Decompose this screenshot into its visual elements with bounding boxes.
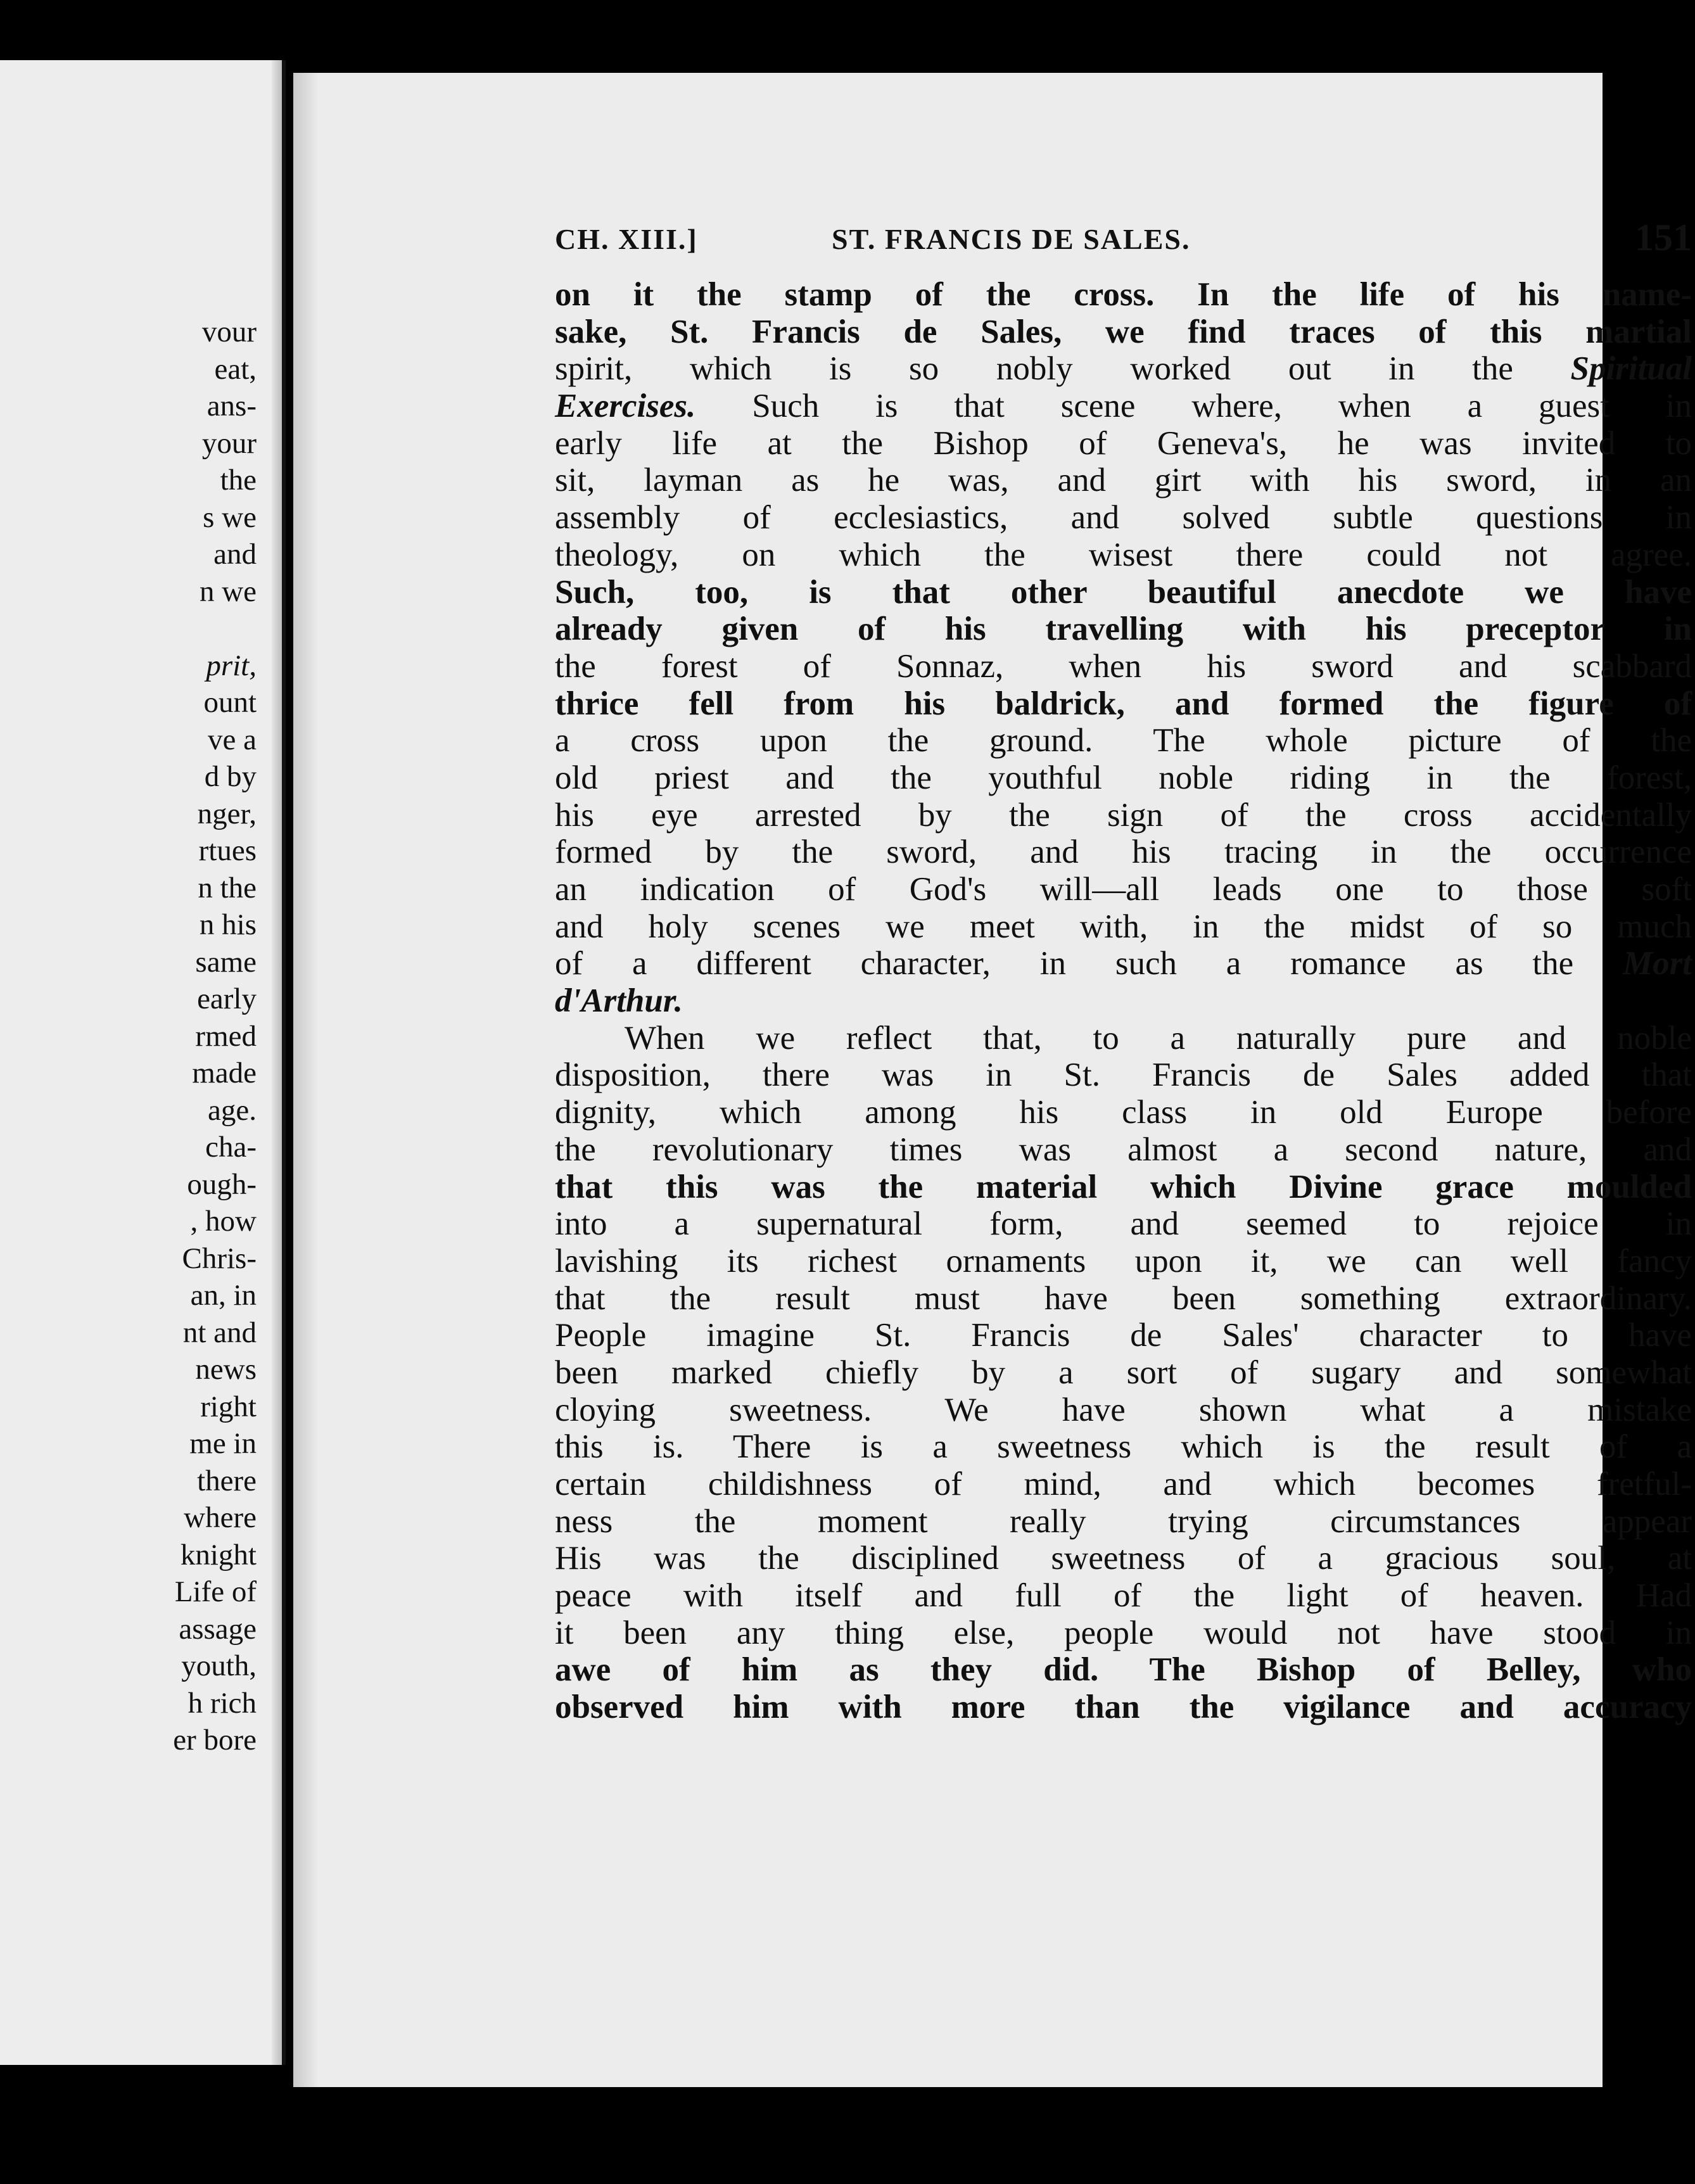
text-line: People imagine St. Francis de Sales' character to have [555, 1317, 1692, 1354]
text-line: it been any thing else, people would not have stood in [555, 1614, 1692, 1651]
previous-page-line-fragment: n his [199, 908, 257, 941]
text-line: sit, layman as he was, and girt with his sword, in an [555, 462, 1692, 499]
text-line: lavishing its richest ornaments upon it, we can well fancy [555, 1242, 1692, 1279]
previous-page-line-fragment: Life of [174, 1575, 257, 1608]
previous-page-line-fragment: s we [203, 500, 257, 534]
previous-page-line-fragment: prit, [206, 649, 257, 682]
text-line: Exercises. Such is that scene where, when a guest in [555, 388, 1692, 425]
text-line: assembly of ecclesiastics, and solved subtle questions in [555, 499, 1692, 536]
previous-page-line-fragment: nger, [197, 797, 257, 830]
text-line: and holy scenes we meet with, in the midst of so much [555, 908, 1692, 945]
running-head [555, 217, 1695, 273]
previous-page-fragment [0, 60, 286, 2065]
text-line: already given of his travelling with his preceptor in [555, 611, 1692, 648]
previous-page-line-fragment: the [220, 464, 257, 497]
previous-page-line-fragment: , how [190, 1205, 257, 1238]
text-line: observed him with more than the vigilance and accuracy [555, 1689, 1692, 1726]
text-line: of a different character, in such a romance as the Mort [555, 945, 1692, 982]
previous-page-line-fragment: ough- [187, 1167, 257, 1201]
previous-page-line-fragment: right [200, 1390, 257, 1423]
previous-page-line-fragment: ount [203, 686, 257, 719]
text-line: ness the moment really trying circumstances appear [555, 1502, 1692, 1540]
text-line: that the result must have been something extraordinary. [555, 1279, 1692, 1317]
previous-page-line-fragment: and [213, 538, 257, 571]
previous-page-line-fragment: vour [201, 315, 257, 348]
text-line: dignity, which among his class in old Europe before [555, 1094, 1692, 1131]
text-line: theology, on which the wisest there could not agree. [555, 536, 1692, 573]
previous-page-line-fragment: youth, [181, 1649, 257, 1682]
previous-page-line-fragment: me in [189, 1427, 257, 1460]
previous-page-line-fragment [3, 610, 257, 647]
previous-page-line-fragment: age. [208, 1093, 257, 1127]
previous-page-line-fragment: news [195, 1353, 257, 1386]
body-text [555, 276, 1692, 1726]
text-line: the forest of Sonnaz, when his sword and scabbard [555, 647, 1692, 685]
previous-page-line-fragment: er bore [173, 1724, 257, 1756]
text-line: his eye arrested by the sign of the cross accidentally [555, 796, 1692, 834]
previous-page-line-fragment: same [195, 945, 257, 979]
page-gutter [272, 60, 282, 2065]
text-line: old priest and the youthful noble riding in the forest, [555, 759, 1692, 796]
text-line: been marked chiefly by a sort of sugary and somewhat [555, 1354, 1692, 1391]
text-line: spirit, which is so nobly worked out in the Spiritual [555, 350, 1692, 388]
text-line: a cross upon the ground. The whole picture of the [555, 722, 1692, 759]
text-line: formed by the sword, and his tracing in the occurrence [555, 834, 1692, 871]
running-title: ST. FRANCIS DE SALES. [832, 223, 1191, 255]
text-line: the revolutionary times was almost a second nature, and [555, 1131, 1692, 1168]
text-line: When we reflect that, to a naturally pure and noble [625, 1019, 1692, 1057]
italic-mort: Mort [1623, 945, 1692, 982]
previous-page-line-fragment: h rich [187, 1686, 257, 1720]
text-line: an indication of God's will—all leads one to those soft [555, 871, 1692, 908]
previous-page-line-fragment: rtues [198, 834, 257, 867]
text-line: d'Arthur. [555, 982, 683, 1020]
previous-page-line-fragment: ve a [208, 723, 257, 756]
text-line: this is. There is a sweetness which is the result of a [555, 1428, 1692, 1466]
chapter-marker: CH. XIII.] [555, 223, 698, 255]
previous-page-line-fragment: made [192, 1057, 257, 1089]
previous-page-text [3, 314, 257, 1759]
previous-page-line-fragment: n the [198, 871, 257, 905]
previous-page-line-fragment: n we [199, 575, 257, 608]
previous-page-line-fragment: where [184, 1501, 257, 1534]
text-line: sake, St. Francis de Sales, we find traces of this martial [555, 313, 1692, 350]
previous-page-line-fragment: there [197, 1464, 257, 1497]
previous-page-line-fragment: d by [204, 760, 257, 793]
previous-page-line-fragment: knight [180, 1538, 257, 1571]
text-line: into a supernatural form, and seemed to rejoice in [555, 1205, 1692, 1243]
text-line: early life at the Bishop of Geneva's, he was invited to [555, 424, 1692, 462]
italic-spiritual: Spiritual [1570, 350, 1692, 388]
text-line: disposition, there was in St. Francis de Sales added that [555, 1057, 1692, 1094]
text-line: on it the stamp of the cross. In the life of his name- [555, 276, 1692, 313]
previous-page-line-fragment: your [201, 426, 257, 460]
text-line: peace with itself and full of the light of heaven. Had [555, 1577, 1692, 1615]
previous-page-line-fragment: assage [179, 1612, 257, 1646]
previous-page-line-fragment: nt and [182, 1316, 257, 1349]
text-line: His was the disciplined sweetness of a gracious soul, at [555, 1540, 1692, 1577]
text-line: thrice fell from his baldrick, and formed the figure of [555, 685, 1692, 722]
previous-page-line-fragment: ans- [206, 390, 257, 422]
current-page [293, 73, 1692, 2087]
text-line: awe of him as they did. The Bishop of Belley, who [555, 1651, 1692, 1689]
previous-page-line-fragment: Chris- [182, 1241, 257, 1275]
previous-page-line-fragment: rmed [195, 1019, 257, 1053]
binding-shadow [293, 73, 319, 2087]
previous-page-line-fragment: eat, [214, 352, 257, 386]
text-line: cloying sweetness. We have shown what a mistake [555, 1391, 1692, 1428]
text-line: Such, too, is that other beautiful anecdote we have [555, 573, 1692, 611]
page-number: 151 [1635, 217, 1692, 258]
text-line: that this was the material which Divine grace moulded [555, 1168, 1692, 1205]
previous-page-line-fragment: early [197, 982, 257, 1015]
previous-page-line-fragment: cha- [205, 1131, 257, 1164]
text-line: certain childishness of mind, and which becomes fretful- [555, 1466, 1692, 1502]
previous-page-line-fragment: an, in [190, 1279, 257, 1312]
